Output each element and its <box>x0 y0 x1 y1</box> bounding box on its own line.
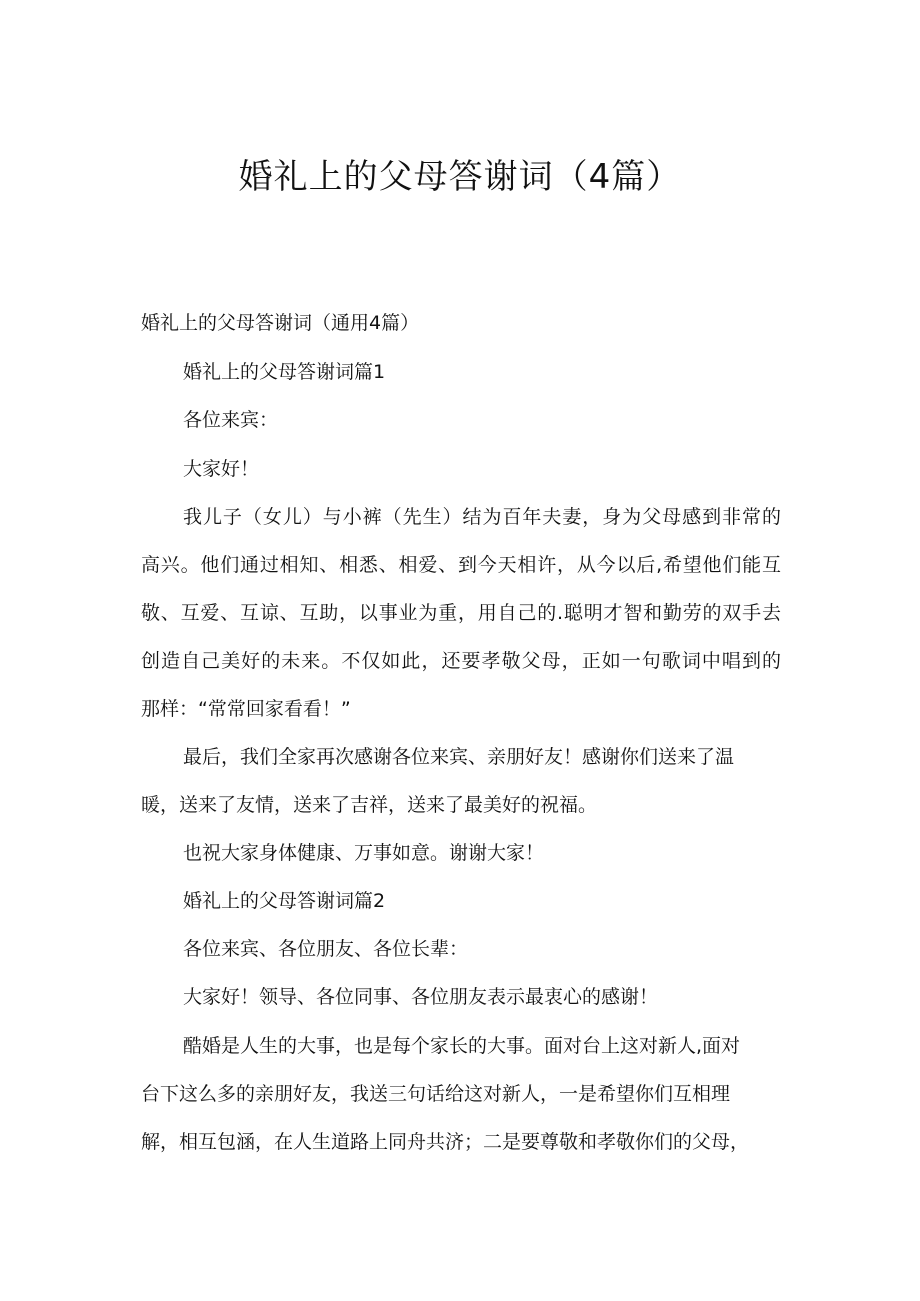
paragraph-line: 解，相互包涵，在人生道路上同舟共济；二是要尊敬和孝敬你们的父母， <box>141 1131 750 1153</box>
paragraph-line: 创造自己美好的未来。不仅如此，还要孝敬父母，正如一句歌词中唱到的 <box>141 650 781 672</box>
document-subtitle: 婚礼上的父母答谢词（通用4篇） <box>141 312 420 334</box>
paragraph-line: 敬、互爱、互谅、互助，以事业为重，用自己的.聪明才智和勤劳的双手去 <box>141 602 781 624</box>
salutation-line: 各位来宾、各位朋友、各位长辈： <box>183 938 469 960</box>
paragraph-line: 台下这么多的亲朋好友，我送三句话给这对新人，一是希望你们互相理 <box>141 1083 731 1105</box>
salutation-line: 各位来宾： <box>183 409 279 431</box>
section-heading-1: 婚礼上的父母答谢词篇1 <box>183 361 386 383</box>
document-title: 婚礼上的父母答谢词（4篇） <box>238 157 682 197</box>
paragraph-line: 最后，我们全家再次感谢各位来宾、亲朋好友！感谢你们送来了温 <box>183 746 735 768</box>
paragraph-line: 暖，送来了友情，送来了吉祥，送来了最美好的祝福。 <box>141 794 598 816</box>
greeting-line: 大家好！领导、各位同事、各位朋友表示最衷心的感谢！ <box>183 986 659 1008</box>
paragraph-line: 我儿子（女儿）与小裤（先生）结为百年夫妻，身为父母感到非常的 <box>183 506 781 528</box>
greeting-line: 大家好！ <box>183 458 260 480</box>
paragraph-line: 酷婚是人生的大事，也是每个家长的大事。面对台上这对新人,面对 <box>183 1035 741 1057</box>
paragraph-line: 也祝大家身体健康、万事如意。谢谢大家！ <box>183 842 545 864</box>
paragraph-line: 高兴。他们通过相知、相悉、相爱、到今天相许，从今以后,希望他们能互 <box>141 554 781 576</box>
section-heading-2: 婚礼上的父母答谢词篇2 <box>183 890 386 912</box>
paragraph-line: 那样：“常常回家看看！” <box>141 698 351 720</box>
